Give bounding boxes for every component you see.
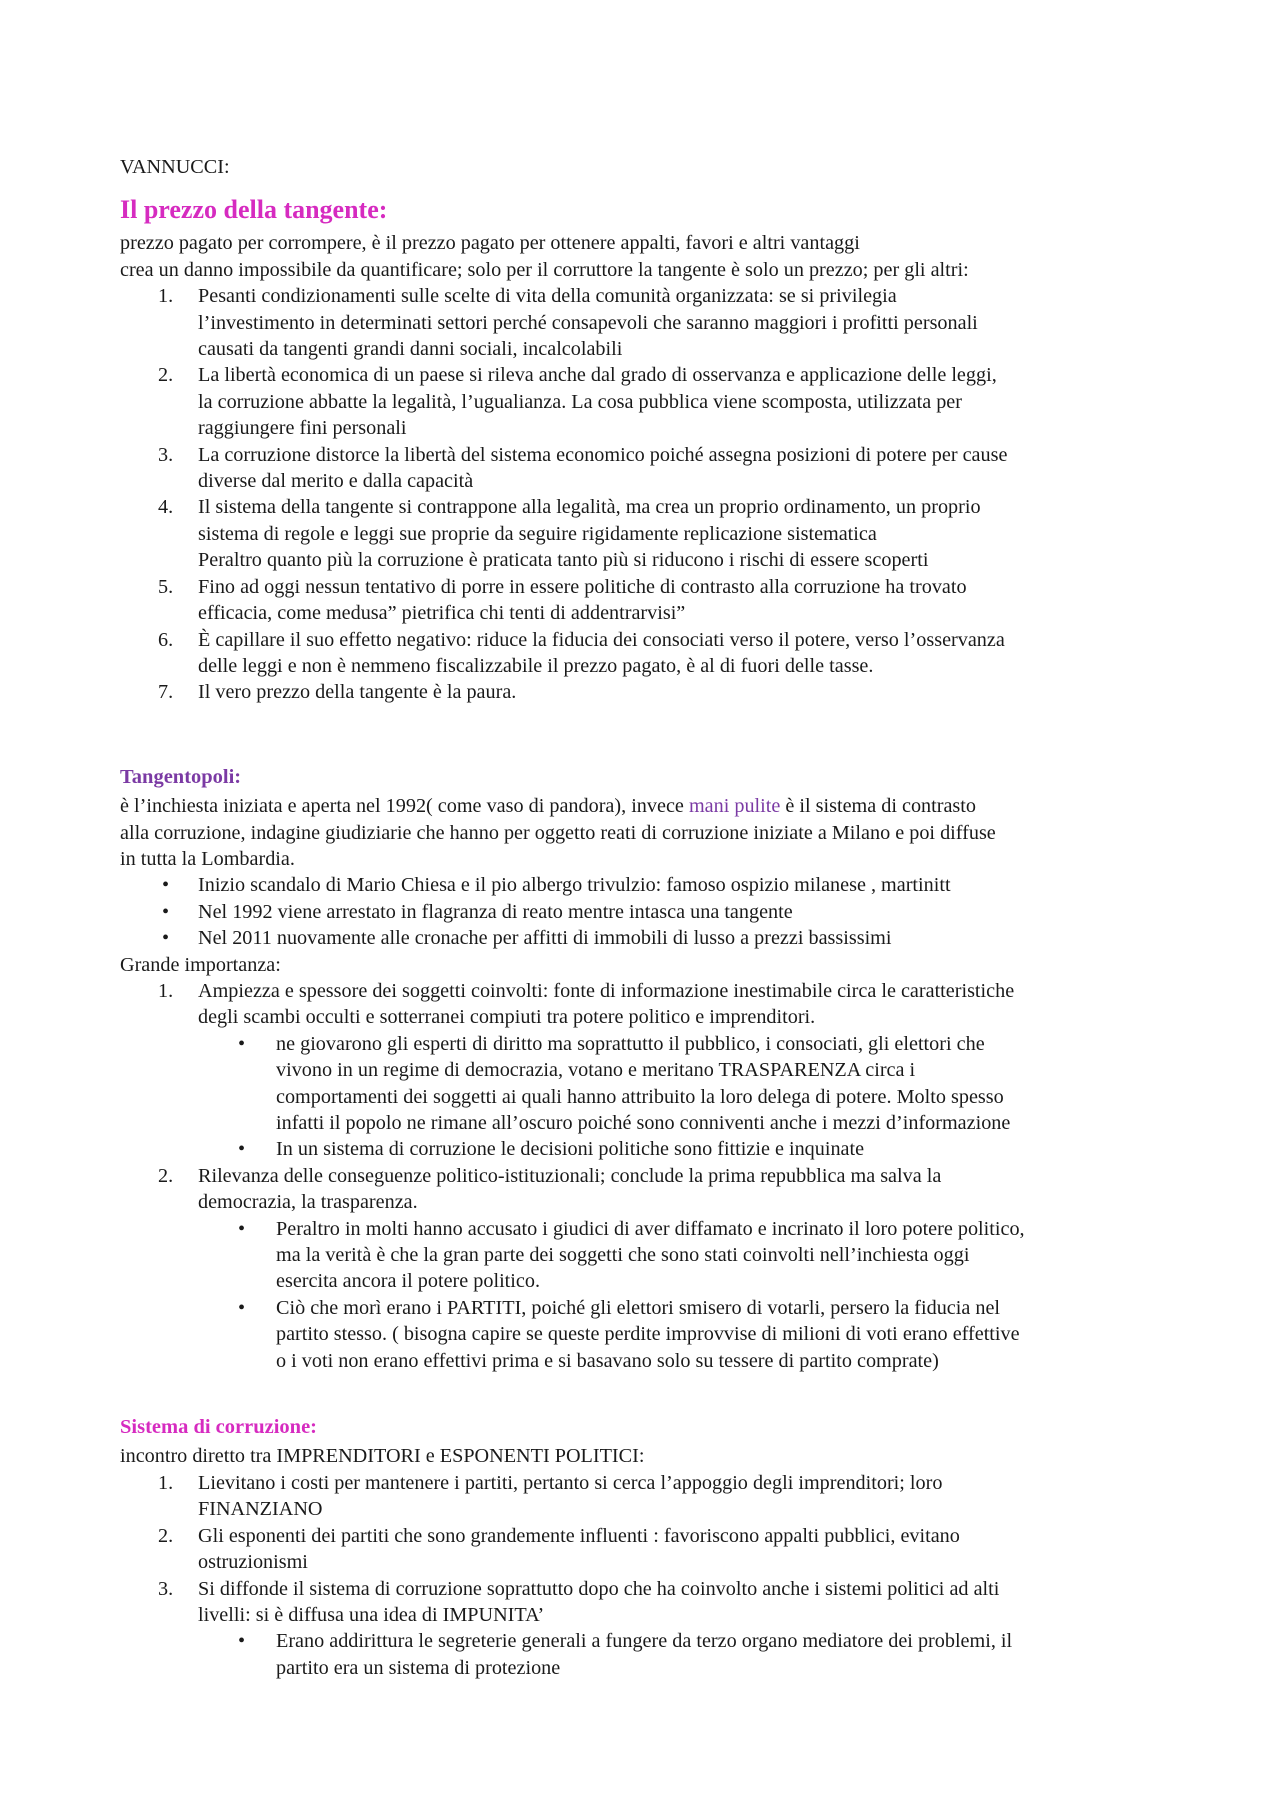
list-line: Rilevanza delle conseguenze politico-istituzionali; conclude la prima repubblica ma salva la [198,1164,942,1187]
bullet-icon: • [162,900,170,923]
author-label: VANNUCCI: [120,156,230,178]
list-line: efficacia, come medusa” pietrifica chi tenti di addentrarvisi” [198,602,686,625]
list-number: 6. [158,628,174,651]
bullet-icon: • [238,1032,246,1055]
list-line: partito era un sistema di protezione [276,1656,561,1679]
mani-pulite-link[interactable]: mani pulite [688,795,781,818]
list-item [120,1470,1180,1523]
list-line: Gli esponenti dei partiti che sono grandemente influenti : favoriscono appalti pubblici, evitano [198,1524,960,1547]
list-line: ostruzionismi [198,1551,308,1574]
section-title-tangentopoli: Tangentopoli: [120,765,242,788]
list-item [120,494,1180,573]
list-item [120,1576,1180,1629]
list-line: FINANZIANO [198,1498,323,1521]
list-line: Fino ad oggi nessun tentativo di porre in essere politiche di contrasto alla corruzione ha trovato [198,575,967,598]
list-number: 4. [158,496,174,519]
list-number: 2. [158,1164,174,1187]
numbered-list [120,283,1180,706]
list-line: Erano addirittura le segreterie generali a fungere da terzo organo mediatore dei problemi, il [276,1630,1013,1653]
list-line: causati da tangenti grandi danni sociali, incalcolabili [198,338,623,361]
list-line: Si diffonde il sistema di corruzione soprattutto dopo che ha coinvolto anche i sistemi politici ad alti [198,1577,1000,1600]
intro-text: è l’inchiesta iniziata e aperta nel 1992( come vaso di pandora), invece [120,795,684,818]
list-number: 7. [158,681,174,704]
list-line: o i voti non erano effettivi prima e si basavano solo su tessere di partito comprate) [276,1349,939,1372]
list-item [120,1163,1180,1216]
list-line: raggiungere fini personali [198,417,407,440]
list-number: 3. [158,443,174,466]
sub-list-item [120,1295,1180,1374]
list-line: Peraltro in molti hanno accusato i giudici di aver diffamato e incrinato il loro potere politico, [276,1217,1025,1240]
bullet-icon: • [238,1138,246,1161]
intro-text: è il sistema di contrasto [785,795,976,818]
intro-line: in tutta la Lombardia. [120,847,295,870]
list-line: Ampiezza e spessore dei soggetti coinvolti: fonte di informazione inestimabile circa le caratteristiche [198,979,1015,1002]
sub-list-item [120,1216,1180,1295]
list-line: Il vero prezzo della tangente è la paura. [198,681,517,704]
list-line: Nel 2011 nuovamente alle cronache per affitti di immobili di lusso a prezzi bassissimi [198,927,892,950]
list-line: Il sistema della tangente si contrappone alla legalità, ma crea un proprio ordinamento, un proprio [198,496,981,519]
list-line: delle leggi e non è nemmeno fiscalizzabile il prezzo pagato, è al di fuori delle tasse. [198,654,874,677]
list-line: comportamenti dei soggetti ai quali hanno attribuito la loro delega di potere. Molto spesso [276,1085,1004,1108]
bullet-icon: • [162,927,170,950]
list-item [120,679,1180,705]
list-line: partito stesso. ( bisogna capire se queste perdite improvvise di milioni di voti erano effettive [276,1323,1020,1346]
list-item [120,978,1180,1031]
list-number: 3. [158,1577,174,1600]
list-line: la corruzione abbatte la legalità, l’ugualianza. La cosa pubblica viene scomposta, utilizzata per [198,390,962,413]
list-line: Ciò che morì erano i PARTITI, poiché gli elettori smisero di votarli, persero la fiducia nel [276,1296,1001,1319]
importance-label: Grande importanza: [120,953,281,976]
list-line: In un sistema di corruzione le decisioni politiche sono fittizie e inquinate [276,1138,865,1161]
list-number: 1. [158,979,174,1002]
list-line: ne giovarono gli esperti di diritto ma soprattutto il pubblico, i consociati, gli elettori che [276,1032,985,1055]
list-line: diverse dal merito e dalla capacità [198,470,474,493]
list-item [120,925,1180,951]
sub-list-item [120,1628,1180,1681]
section-title-prezzo-tangente: Il prezzo della tangente: [120,195,388,225]
list-number: 1. [158,1471,174,1494]
list-line: infatti il popolo ne rimane all’oscuro poiché sono conniventi anche i mezzi d’informazione [276,1112,1011,1134]
list-line: l’investimento in determinati settori perché consapevoli che saranno maggiori i profitti personali [198,311,978,334]
list-line: democrazia, la trasparenza. [198,1191,418,1214]
intro-line [120,793,1180,819]
intro-line: prezzo pagato per corrompere, è il prezzo pagato per ottenere appalti, favori e altri vantaggi [120,232,860,255]
list-line: Peraltro quanto più la corruzione è praticata tanto più si riducono i rischi di essere scoperti [198,549,929,572]
list-line: sistema di regole e leggi sue proprie da seguire rigidamente replicazione sistematica [198,522,877,545]
list-item [120,872,1180,898]
section-title-sistema-corruzione: Sistema di corruzione: [120,1416,317,1439]
list-item [120,442,1180,495]
list-item [120,899,1180,925]
list-line: La corruzione distorce la libertà del sistema economico poiché assegna posizioni di potere per cause [198,443,1008,466]
list-number: 2. [158,364,174,387]
numbered-list [120,978,1180,1374]
list-number: 1. [158,285,174,308]
list-line: Pesanti condizionamenti sulle scelte di vita della comunità organizzata: se si privilegia [198,285,897,308]
bullet-icon: • [162,874,170,897]
list-line: degli scambi occulti e sotterranei compiuti tra potere politico e imprenditori. [198,1006,816,1029]
sub-list-item [120,1031,1180,1137]
sub-list-item [120,1136,1180,1162]
document-body [120,154,1180,1681]
bullet-icon: • [238,1217,246,1240]
list-item [120,362,1180,441]
list-line: Inizio scandalo di Mario Chiesa e il pio albergo trivulzio: famoso ospizio milanese , martinitt [198,874,951,897]
list-line: esercita ancora il potere politico. [276,1270,540,1293]
list-line: Lievitano i costi per mantenere i partiti, pertanto si cerca l’appoggio degli imprenditori; loro [198,1471,943,1494]
list-number: 5. [158,575,174,598]
intro-line: incontro diretto tra IMPRENDITORI e ESPONENTI POLITICI: [120,1445,645,1468]
list-line: È capillare il suo effetto negativo: riduce la fiducia dei consociati verso il potere, verso l’osservanza [198,628,1005,651]
list-line: Nel 1992 viene arrestato in flagranza di reato mentre intasca una tangente [198,900,793,923]
bullet-icon: • [238,1296,246,1319]
list-number: 2. [158,1524,174,1547]
bullet-list [120,872,1180,951]
list-line: livelli: si è diffusa una idea di IMPUNITA’ [198,1603,545,1626]
list-item [120,574,1180,627]
list-item [120,627,1180,680]
intro-line: alla corruzione, indagine giudiziarie che hanno per oggetto reati di corruzione iniziate a Milano e poi diffuse [120,821,996,844]
list-item [120,283,1180,362]
list-line: vivono in un regime di democrazia, votano e meritano TRASPARENZA circa i [276,1059,916,1082]
numbered-list [120,1470,1180,1681]
list-line: ma la verità è che la gran parte dei soggetti che sono stati coinvolti nell’inchiesta oggi [276,1244,970,1267]
bullet-icon: • [238,1630,246,1653]
list-item [120,1523,1180,1576]
intro-line: crea un danno impossibile da quantificare; solo per il corruttore la tangente è solo un prezzo; per gli altri: [120,258,969,281]
list-line: La libertà economica di un paese si rileva anche dal grado di osservanza e applicazione delle leggi, [198,364,997,387]
